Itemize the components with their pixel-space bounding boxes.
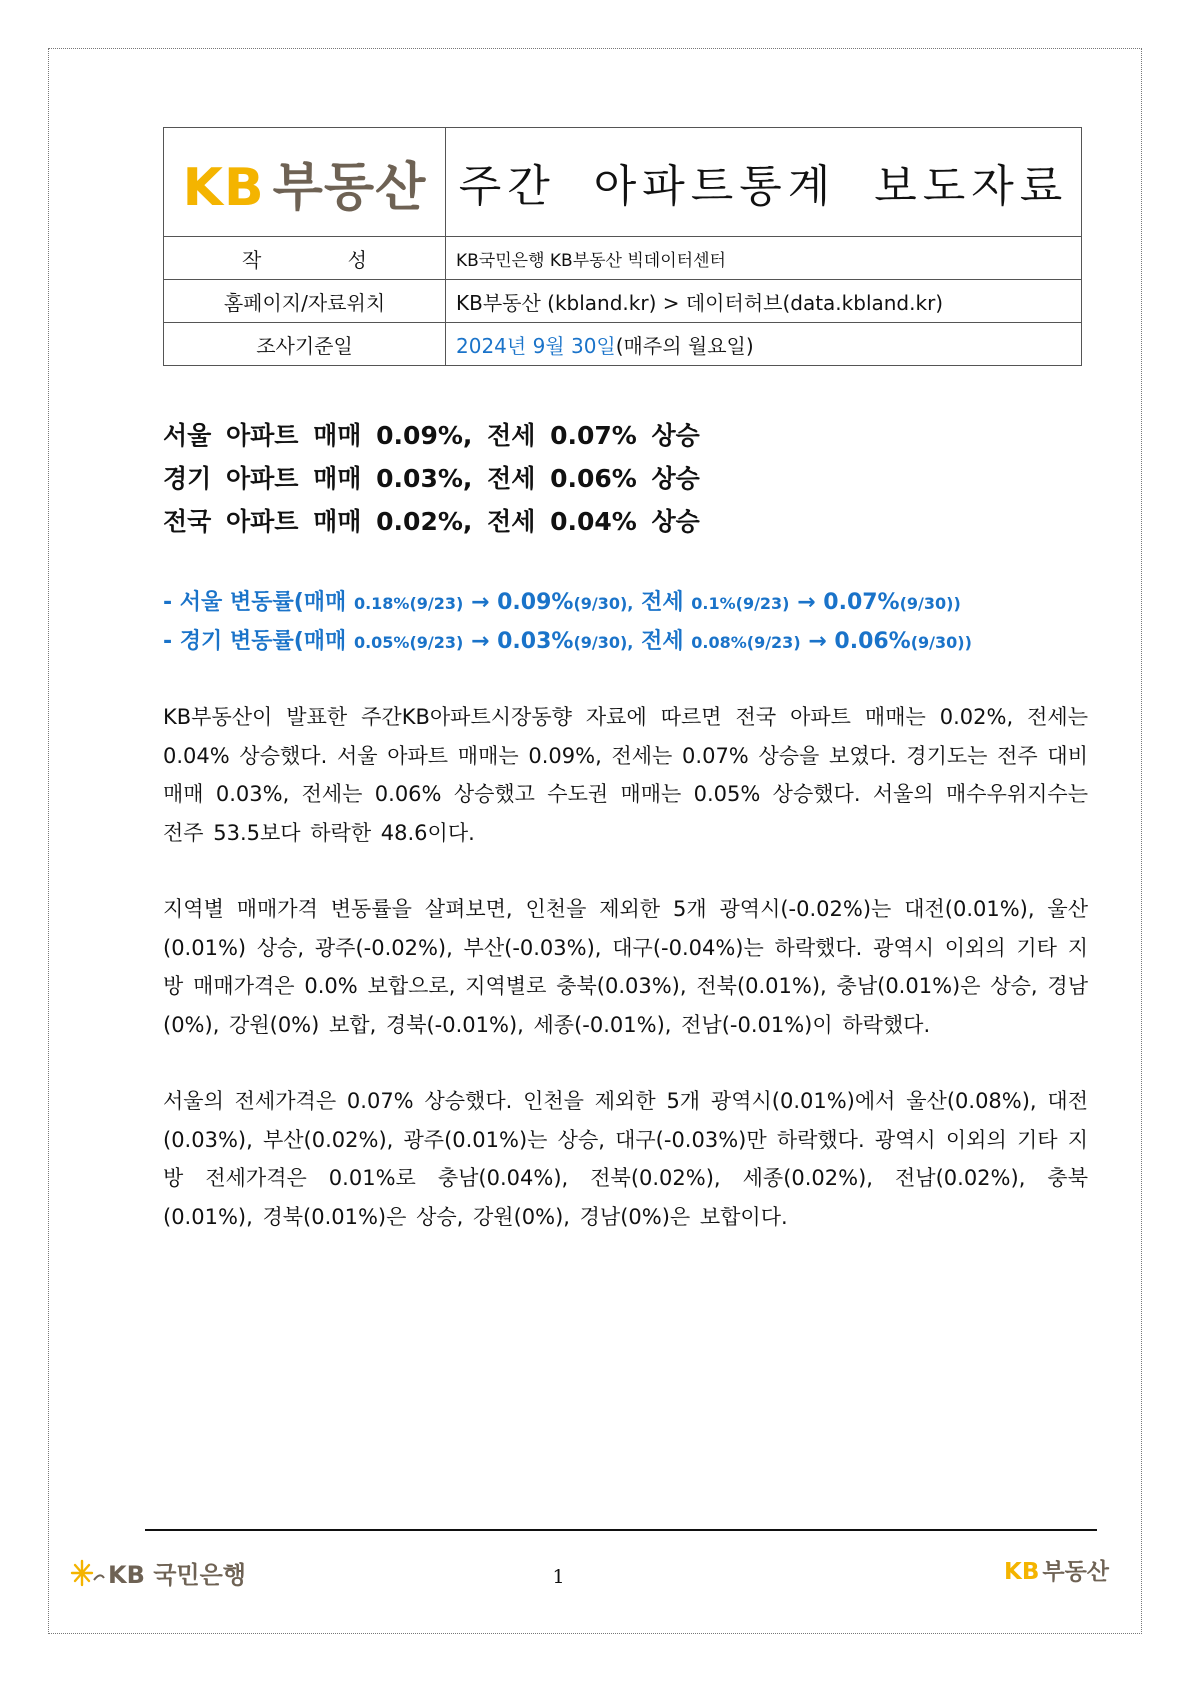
survey-date-label: 조사기준일 [164, 323, 446, 366]
page-number: 1 [552, 1566, 565, 1588]
change-prefix: - 경기 변동률(매매 [163, 629, 347, 654]
footer-divider [145, 1529, 1097, 1531]
jeonse-label: 전세 [641, 629, 684, 654]
jeonse-now: 0.07% [823, 590, 900, 615]
sale-now-date: (9/30), [573, 594, 634, 613]
document-title [446, 128, 1082, 237]
paragraph-regional-sale: 지역별 매매가격 변동률을 살펴보면, 인천을 제외한 5개 광역시(-0.02%)는 대전(0.01%), 울산(0.01%) 상승, 광주(-0.02%), 부산(-0.03%), 대구(-0.04%)는 하락했다. 광역시 이외의 기타 지방 매매가격은 0.0% 보합으로, 지역별로 충북(0.03%), 전북(0.01%), 충남(0.01%)은 상승, 경남(0%), 강원(0%) 보합, 경북(-0.01%), 세종(-0.01%), 전남(-0.01%)이 하락했다. [163, 897, 1088, 1037]
sale-prev: 0.05%(9/23) [353, 633, 464, 652]
change-prefix: - 서울 변동률(매매 [163, 590, 347, 615]
logo-name-text: 부동산 [272, 157, 427, 218]
arrow-icon: → [797, 590, 816, 615]
arrow-icon: → [471, 629, 490, 654]
headline-gyeonggi: 경기 아파트 매매 0.03%, 전세 0.06% 상승 [163, 464, 700, 493]
title-text: 주간 아파트통계 보도자료 [458, 161, 1069, 212]
homepage-value[interactable]: KB부동산 (kbland.kr) > 데이터허브(data.kbland.kr) [446, 280, 1082, 323]
author-label: 작 성 [164, 237, 446, 280]
header-table [163, 127, 1082, 366]
kb-bank-name: KB 국민은행 [108, 1561, 246, 1589]
survey-date: 2024년 9월 30일 [456, 333, 616, 358]
survey-date-suffix: (매주의 월요일) [615, 333, 754, 358]
sale-now: 0.03% [497, 629, 574, 654]
change-line-gyeonggi [163, 623, 1103, 662]
author-value: KB국민은행 KB부동산 빅데이터센터 [446, 237, 1082, 280]
jeonse-now: 0.06% [834, 629, 911, 654]
change-line-seoul [163, 584, 1103, 623]
jeonse-prev: 0.08%(9/23) [691, 633, 801, 652]
sale-now-date: (9/30), [573, 633, 634, 652]
survey-date-value [446, 323, 1082, 366]
footer-kb-real-estate-logo [1004, 1553, 1109, 1586]
homepage-label: 홈페이지/자료위치 [164, 280, 446, 323]
headline-seoul: 서울 아파트 매매 0.09%, 전세 0.07% 상승 [163, 421, 700, 450]
paragraph-summary: KB부동산이 발표한 주간KB아파트시장동향 자료에 따르면 전국 아파트 매매는 0.02%, 전세는 0.04% 상승했다. 서울 아파트 매매는 0.09%, 전세는 0.07% 상승을 보였다. 경기도는 전주 대비 매매 0.03%, 전세는 0.06% 상승했고 수도권 매매는 0.05% 상승했다. 서울의 매수우위지수는 전주 53.5보다 하락한 48.6이다. [163, 705, 1088, 845]
jeonse-prev: 0.1%(9/23) [691, 594, 790, 613]
paragraph-jeonse: 서울의 전세가격은 0.07% 상승했다. 인천을 제외한 5개 광역시(0.01%)에서 울산(0.08%), 대전(0.03%), 부산(0.02%), 광주(0.01%)는 상승, 대구(-0.03%)만 하락했다. 광역시 이외의 기타 지방 전세가격은 0.01%로 충남(0.04%), 전북(0.02%), 세종(0.02%), 전남(0.02%), 충북(0.01%), 경북(0.01%)은 상승, 강원(0%), 경남(0%)은 보합이다. [163, 1089, 1088, 1229]
arrow-icon: → [808, 629, 827, 654]
headlines [163, 414, 1083, 543]
sale-prev: 0.18%(9/23) [353, 594, 464, 613]
sale-now: 0.09% [497, 590, 574, 615]
change-rates [163, 584, 1103, 662]
arrow-icon: → [471, 590, 490, 615]
headline-national: 전국 아파트 매매 0.02%, 전세 0.04% 상승 [163, 507, 700, 536]
kb-real-estate-logo [164, 128, 446, 237]
jeonse-label: 전세 [641, 590, 684, 615]
jeonse-now-date: (9/30)) [899, 594, 961, 613]
footer-logo-name: 부동산 [1042, 1559, 1110, 1585]
jeonse-now-date: (9/30)) [910, 633, 972, 652]
logo-kb-text: KB [182, 157, 265, 218]
footer-logo-kb: KB [1004, 1559, 1040, 1585]
